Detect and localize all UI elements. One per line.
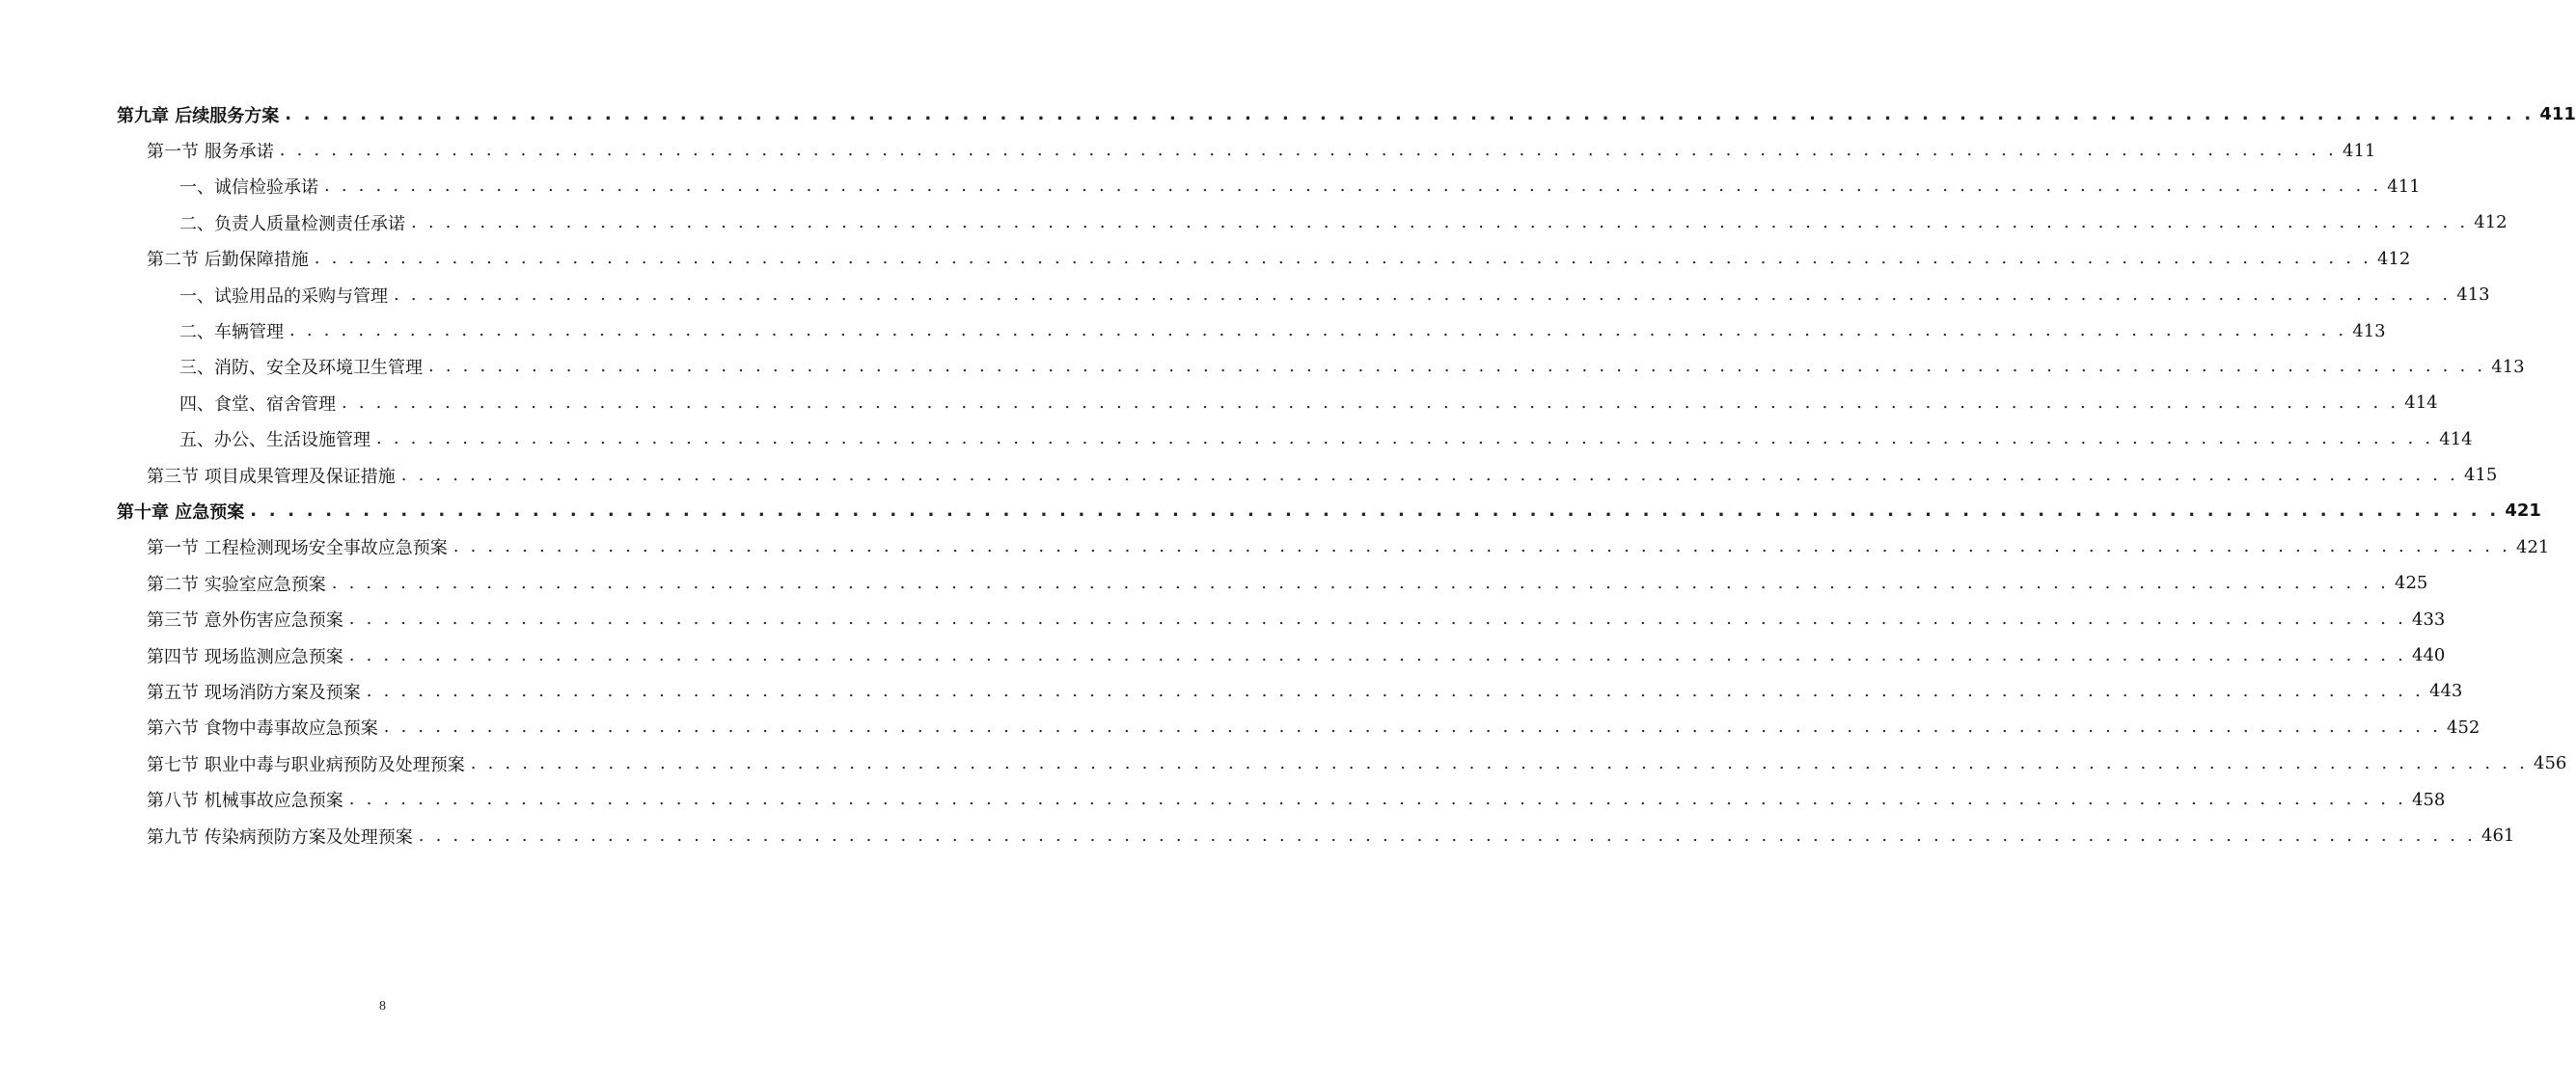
toc-leader-dots: . . . . . . . . . . . . . . . . . . . . . . . . . . . . . . . . . . . . . . . . . . . . . . . . . . . . . . . . . . . . . . . . . . . . . . . . . . . . . . . . . . . . . . . . . . . . . . . . . . . . . . . . . . . . . . . . . . . . . . . . bbox=[428, 356, 2486, 377]
toc-entry-title: 第八节 机械事故应急预案 bbox=[147, 791, 343, 812]
toc-entry-page: 421 bbox=[2516, 536, 2550, 557]
toc-leader-dots: . . . . . . . . . . . . . . . . . . . . . . . . . . . . . . . . . . . . . . . . . . . . . . . . . . . . . . . . . . . . . . . . . . . . . . . . . . . . . . . . . . . . . . . . . . . . . . . . . . . . . . . . . . . . . . . . . . . . . . . . bbox=[250, 500, 2500, 521]
toc-entry-page: 414 bbox=[2404, 392, 2438, 414]
toc-leader-dots: . . . . . . . . . . . . . . . . . . . . . . . . . . . . . . . . . . . . . . . . . . . . . . . . . . . . . . . . . . . . . . . . . . . . . . . . . . . . . . . . . . . . . . . . . . . . . . . . . . . . . . . . . . . . . . . . . . . . . . . . bbox=[376, 428, 2434, 449]
toc-section-entry[interactable] bbox=[0, 565, 2428, 601]
toc-entry-page: 425 bbox=[2395, 573, 2428, 594]
toc-subsection-entry[interactable] bbox=[0, 312, 2386, 348]
toc-entry-page: 411 bbox=[2387, 176, 2421, 197]
toc-entry-page: 411 bbox=[2539, 104, 2576, 125]
toc-section-entry[interactable] bbox=[0, 457, 2498, 493]
toc-section-entry[interactable] bbox=[0, 132, 2376, 168]
toc-entry-title: 第七节 职业中毒与职业病预防及处理预案 bbox=[147, 754, 465, 775]
toc-entry-title: 第三节 意外伤害应急预案 bbox=[147, 610, 343, 632]
toc-entry-page: 414 bbox=[2439, 428, 2473, 449]
toc-chapter-entry[interactable] bbox=[0, 96, 2576, 132]
toc-entry-title: 第二节 实验室应急预案 bbox=[147, 574, 326, 595]
page-number: 8 bbox=[379, 999, 386, 1014]
toc-subsection-entry[interactable] bbox=[0, 421, 2473, 457]
toc-leader-dots: . . . . . . . . . . . . . . . . . . . . . . . . . . . . . . . . . . . . . . . . . . . . . . . . . . . . . . . . . . . . . . . . . . . . . . . . . . . . . . . . . . . . . . . . . . . . . . . . . . . . . . . . . . . . . . . . . . . . . . . . bbox=[400, 464, 2459, 485]
toc-section-entry[interactable] bbox=[0, 818, 2515, 853]
toc-entry-title: 第五节 现场消防方案及预案 bbox=[147, 682, 361, 703]
toc-entry-title: 二、车辆管理 bbox=[179, 322, 284, 343]
toc-leader-dots: . . . . . . . . . . . . . . . . . . . . . . . . . . . . . . . . . . . . . . . . . . . . . . . . . . . . . . . . . . . . . . . . . . . . . . . . . . . . . . . . . . . . . . . . . . . . . . . . . . . . . . . . . . . . . . . . . . . . . . . . bbox=[418, 825, 2477, 846]
toc-leader-dots: . . . . . . . . . . . . . . . . . . . . . . . . . . . . . . . . . . . . . . . . . . . . . . . . . . . . . . . . . . . . . . . . . . . . . . . . . . . . . . . . . . . . . . . . . . . . . . . . . . . . . . . . . . . . . . . . . . . . . . . . bbox=[411, 211, 2469, 232]
toc-entry-title: 第九章 后续服务方案 bbox=[117, 105, 280, 126]
toc-entry-title: 一、试验用品的采购与管理 bbox=[179, 285, 388, 307]
toc-entry-title: 一、诚信检验承诺 bbox=[179, 177, 318, 199]
toc-section-entry[interactable] bbox=[0, 529, 2550, 565]
toc-section-entry[interactable] bbox=[0, 781, 2446, 817]
toc-subsection-entry[interactable] bbox=[0, 349, 2525, 385]
toc-section-entry[interactable] bbox=[0, 745, 2567, 781]
toc-entry-page: 412 bbox=[2474, 212, 2507, 233]
toc-entry-page: 413 bbox=[2491, 356, 2525, 377]
toc-leader-dots: . . . . . . . . . . . . . . . . . . . . . . . . . . . . . . . . . . . . . . . . . . . . . . . . . . . . . . . . . . . . . . . . . . . . . . . . . . . . . . . . . . . . . . . . . . . . . . . . . . . . . . . . . . . . . . . . . . . . . . . . bbox=[348, 609, 2407, 630]
toc-entry-title: 第六节 食物中毒事故应急预案 bbox=[147, 718, 378, 740]
toc-leader-dots: . . . . . . . . . . . . . . . . . . . . . . . . . . . . . . . . . . . . . . . . . . . . . . . . . . . . . . . . . . . . . . . . . . . . . . . . . . . . . . . . . . . . . . . . . . . . . . . . . . . . . . . . . . . . . . . . . . . . . . . . bbox=[366, 680, 2425, 701]
table-of-contents bbox=[0, 96, 2576, 853]
toc-subsection-entry[interactable] bbox=[0, 385, 2438, 420]
toc-entry-page: 421 bbox=[2505, 500, 2541, 522]
toc-entry-title: 第三节 项目成果管理及保证措施 bbox=[147, 466, 396, 487]
toc-leader-dots: . . . . . . . . . . . . . . . . . . . . . . . . . . . . . . . . . . . . . . . . . . . . . . . . . . . . . . . . . . . . . . . . . . . . . . . . . . . . . . . . . . . . . . . . . . . . . . . . . . . . . . . . . . . . . . . . . . . . . . . . bbox=[452, 536, 2511, 557]
toc-entry-page: 411 bbox=[2343, 140, 2376, 161]
toc-entry-title: 五、办公、生活设施管理 bbox=[179, 430, 370, 451]
toc-entry-page: 412 bbox=[2377, 248, 2411, 269]
toc-subsection-entry[interactable] bbox=[0, 204, 2507, 240]
toc-entry-title: 第一节 服务承诺 bbox=[147, 142, 274, 163]
toc-entry-page: 456 bbox=[2534, 753, 2567, 774]
toc-entry-page: 415 bbox=[2464, 465, 2498, 486]
toc-leader-dots: . . . . . . . . . . . . . . . . . . . . . . . . . . . . . . . . . . . . . . . . . . . . . . . . . . . . . . . . . . . . . . . . . . . . . . . . . . . . . . . . . . . . . . . . . . . . . . . . . . . . . . . . . . . . . . . . . . . . . . . . bbox=[285, 103, 2535, 124]
toc-leader-dots: . . . . . . . . . . . . . . . . . . . . . . . . . . . . . . . . . . . . . . . . . . . . . . . . . . . . . . . . . . . . . . . . . . . . . . . . . . . . . . . . . . . . . . . . . . . . . . . . . . . . . . . . . . . . . . . . . . . . . . . . bbox=[289, 320, 2347, 341]
toc-entry-title: 第一节 工程检测现场安全事故应急预案 bbox=[147, 538, 448, 559]
toc-leader-dots: . . . . . . . . . . . . . . . . . . . . . . . . . . . . . . . . . . . . . . . . . . . . . . . . . . . . . . . . . . . . . . . . . . . . . . . . . . . . . . . . . . . . . . . . . . . . . . . . . . . . . . . . . . . . . . . . . . . . . . . . bbox=[383, 717, 2442, 738]
toc-section-entry[interactable] bbox=[0, 601, 2446, 636]
toc-entry-page: 458 bbox=[2412, 789, 2446, 810]
toc-leader-dots: . . . . . . . . . . . . . . . . . . . . . . . . . . . . . . . . . . . . . . . . . . . . . . . . . . . . . . . . . . . . . . . . . . . . . . . . . . . . . . . . . . . . . . . . . . . . . . . . . . . . . . . . . . . . . . . . . . . . . . . . bbox=[394, 284, 2452, 305]
toc-leader-dots: . . . . . . . . . . . . . . . . . . . . . . . . . . . . . . . . . . . . . . . . . . . . . . . . . . . . . . . . . . . . . . . . . . . . . . . . . . . . . . . . . . . . . . . . . . . . . . . . . . . . . . . . . . . . . . . . . . . . . . . . bbox=[348, 644, 2407, 665]
toc-leader-dots: . . . . . . . . . . . . . . . . . . . . . . . . . . . . . . . . . . . . . . . . . . . . . . . . . . . . . . . . . . . . . . . . . . . . . . . . . . . . . . . . . . . . . . . . . . . . . . . . . . . . . . . . . . . . . . . . . . . . . . . . bbox=[331, 572, 2390, 593]
toc-entry-page: 452 bbox=[2447, 717, 2480, 738]
toc-leader-dots: . . . . . . . . . . . . . . . . . . . . . . . . . . . . . . . . . . . . . . . . . . . . . . . . . . . . . . . . . . . . . . . . . . . . . . . . . . . . . . . . . . . . . . . . . . . . . . . . . . . . . . . . . . . . . . . . . . . . . . . . bbox=[314, 248, 2372, 269]
toc-entry-title: 第四节 现场监测应急预案 bbox=[147, 646, 343, 667]
toc-entry-page: 413 bbox=[2352, 320, 2386, 341]
toc-entry-title: 第二节 后勤保障措施 bbox=[147, 250, 309, 271]
toc-subsection-entry[interactable] bbox=[0, 277, 2490, 312]
toc-section-entry[interactable] bbox=[0, 241, 2411, 277]
toc-entry-page: 461 bbox=[2481, 825, 2515, 846]
toc-section-entry[interactable] bbox=[0, 710, 2480, 745]
toc-leader-dots: . . . . . . . . . . . . . . . . . . . . . . . . . . . . . . . . . . . . . . . . . . . . . . . . . . . . . . . . . . . . . . . . . . . . . . . . . . . . . . . . . . . . . . . . . . . . . . . . . . . . . . . . . . . . . . . . . . . . . . . . bbox=[279, 140, 2338, 161]
toc-leader-dots: . . . . . . . . . . . . . . . . . . . . . . . . . . . . . . . . . . . . . . . . . . . . . . . . . . . . . . . . . . . . . . . . . . . . . . . . . . . . . . . . . . . . . . . . . . . . . . . . . . . . . . . . . . . . . . . . . . . . . . . . bbox=[348, 789, 2407, 810]
toc-entry-page: 443 bbox=[2429, 681, 2463, 702]
toc-leader-dots: . . . . . . . . . . . . . . . . . . . . . . . . . . . . . . . . . . . . . . . . . . . . . . . . . . . . . . . . . . . . . . . . . . . . . . . . . . . . . . . . . . . . . . . . . . . . . . . . . . . . . . . . . . . . . . . . . . . . . . . . bbox=[470, 752, 2529, 773]
toc-entry-title: 三、消防、安全及环境卫生管理 bbox=[179, 358, 423, 379]
toc-entry-page: 440 bbox=[2412, 645, 2446, 666]
toc-section-entry[interactable] bbox=[0, 637, 2446, 673]
toc-section-entry[interactable] bbox=[0, 673, 2463, 709]
toc-subsection-entry[interactable] bbox=[0, 169, 2421, 204]
toc-entry-title: 第九节 传染病预防方案及处理预案 bbox=[147, 826, 413, 848]
toc-chapter-entry[interactable] bbox=[0, 493, 2541, 528]
toc-leader-dots: . . . . . . . . . . . . . . . . . . . . . . . . . . . . . . . . . . . . . . . . . . . . . . . . . . . . . . . . . . . . . . . . . . . . . . . . . . . . . . . . . . . . . . . . . . . . . . . . . . . . . . . . . . . . . . . . . . . . . . . . bbox=[324, 176, 2382, 197]
toc-entry-page: 413 bbox=[2456, 284, 2490, 306]
toc-entry-title: 四、食堂、宿舍管理 bbox=[179, 393, 336, 415]
toc-entry-title: 第十章 应急预案 bbox=[117, 501, 245, 523]
toc-entry-page: 433 bbox=[2412, 609, 2446, 630]
toc-entry-title: 二、负责人质量检测责任承诺 bbox=[179, 213, 405, 234]
toc-leader-dots: . . . . . . . . . . . . . . . . . . . . . . . . . . . . . . . . . . . . . . . . . . . . . . . . . . . . . . . . . . . . . . . . . . . . . . . . . . . . . . . . . . . . . . . . . . . . . . . . . . . . . . . . . . . . . . . . . . . . . . . . bbox=[342, 392, 2399, 413]
